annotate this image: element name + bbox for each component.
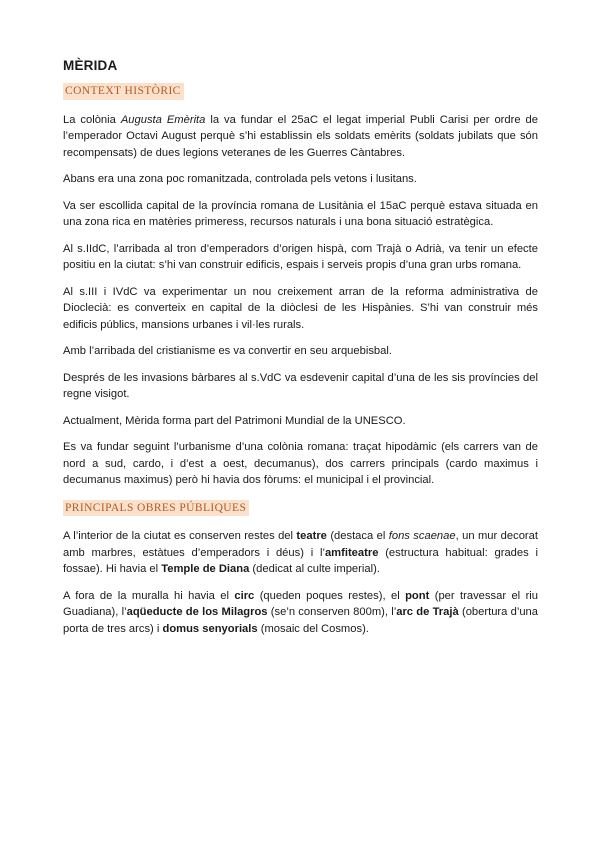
text-run: (estructura habitual: grades i fossae). Hi havia el [63,546,538,575]
bold-text: domus senyorials [162,622,258,635]
text-run: (per travessar el riu Guadiana), l’ [63,589,538,618]
section-public-works [63,499,538,638]
italic-text: fons scaenae [388,530,456,542]
text-run: Abans era una zona poc romanitzada, controlada pels vetons i lusitans. [63,173,417,185]
italic-text: Augusta Emèrita [120,113,206,126]
section-heading [63,82,538,100]
text-run: (obertura d’una porta de tres arcs) i [63,606,538,635]
text-run: Actualment, Mèrida forma part del Patrimoni Mundial de la UNESCO. [63,414,406,427]
paragraph [63,343,538,360]
text-run: La colònia [63,113,121,126]
section-body [63,528,538,637]
text-run: Es va fundar seguint l’urbanisme d’una colònia romana: traçat hipodàmic (els carrers van de nord a sud, cardo, i d’est a oest, decumanus), dos carrers principals (cardo maximus i decumanus maximus) però hi havia dos fòrums: el municipal i el provincial. [63,441,538,486]
bold-text: aqüeducte de los Milagros [126,606,268,618]
paragraph [63,241,538,274]
paragraph [63,112,538,162]
text-run: (queden poques restes), el [254,589,406,602]
section-heading-label: PRINCIPALS OBRES PÚBLIQUES [63,500,249,517]
paragraph [63,198,538,231]
paragraph [63,528,538,578]
bold-text: amfiteatre [324,546,379,559]
text-run: (mosaic del Cosmos). [257,622,369,635]
bold-text: pont [405,589,430,602]
text-run: , un mur decorat amb marbres, estàtues d’emperadors i déus) i l’ [63,530,538,559]
text-run: A l’interior de la ciutat es conserven restes del [63,530,297,542]
text-run: Va ser escollida capital de la província romana de Lusitània el 15aC perquè estava situada en una zona rica en matèries primeress, recursos naturals i una bona situació estratègica. [63,199,538,228]
paragraph [63,370,538,403]
section-body [63,112,538,489]
section-heading [63,499,538,517]
text-run: Al s.IIdC, l’arribada al tron d’emperadors d’origen hispà, com Trajà o Adrià, va tenir un efecte positiu en la ciutat: s’hi van construir edificis, espais i serveis propis d’una gran urbs romana. [63,242,538,271]
paragraph [63,284,538,334]
paragraph [63,439,538,489]
text-run: Al s.III i IVdC va experimentar un nou creixement arran de la reforma administrativa de Dioclecià: es converteix en capital de la diòclesi de les Hispànies. S’hi van construir més edificis públics, mansions urbanes i vil·les rurals. [63,285,538,331]
section-heading-label: CONTEXT HISTÒRIC [63,83,184,100]
bold-text: Temple de Diana [161,563,250,575]
text-run: (se’n conserven 800m), l’ [267,606,397,618]
bold-text: teatre [296,530,327,542]
section-context [63,82,538,489]
text-run: (dedicat al culte imperial). [249,563,380,575]
bold-text: circ [234,589,255,602]
paragraph [63,588,538,638]
text-run: A fora de la muralla hi havia el [63,589,235,602]
paragraph [63,171,538,188]
bold-text: arc de Trajà [396,606,459,618]
document-title: MÈRIDA [63,58,118,73]
text-run: la va fundar el 25aC el legat imperial Publi Carisi per ordre de l’emperador Octavi August perquè s’hi establissin els soldats emèrits (soldats jubilats que són recompensats) de dues legions veteranes de les Guerres Càntabres. [63,113,538,159]
text-run: Amb l’arribada del cristianisme es va convertir en seu arquebisbal. [63,345,392,357]
text-run: (destaca el [326,530,389,542]
paragraph [63,413,538,430]
text-run: Després de les invasions bàrbares al s.VdC va esdevenir capital d’una de les sis províncies del regne visigot. [63,371,538,400]
